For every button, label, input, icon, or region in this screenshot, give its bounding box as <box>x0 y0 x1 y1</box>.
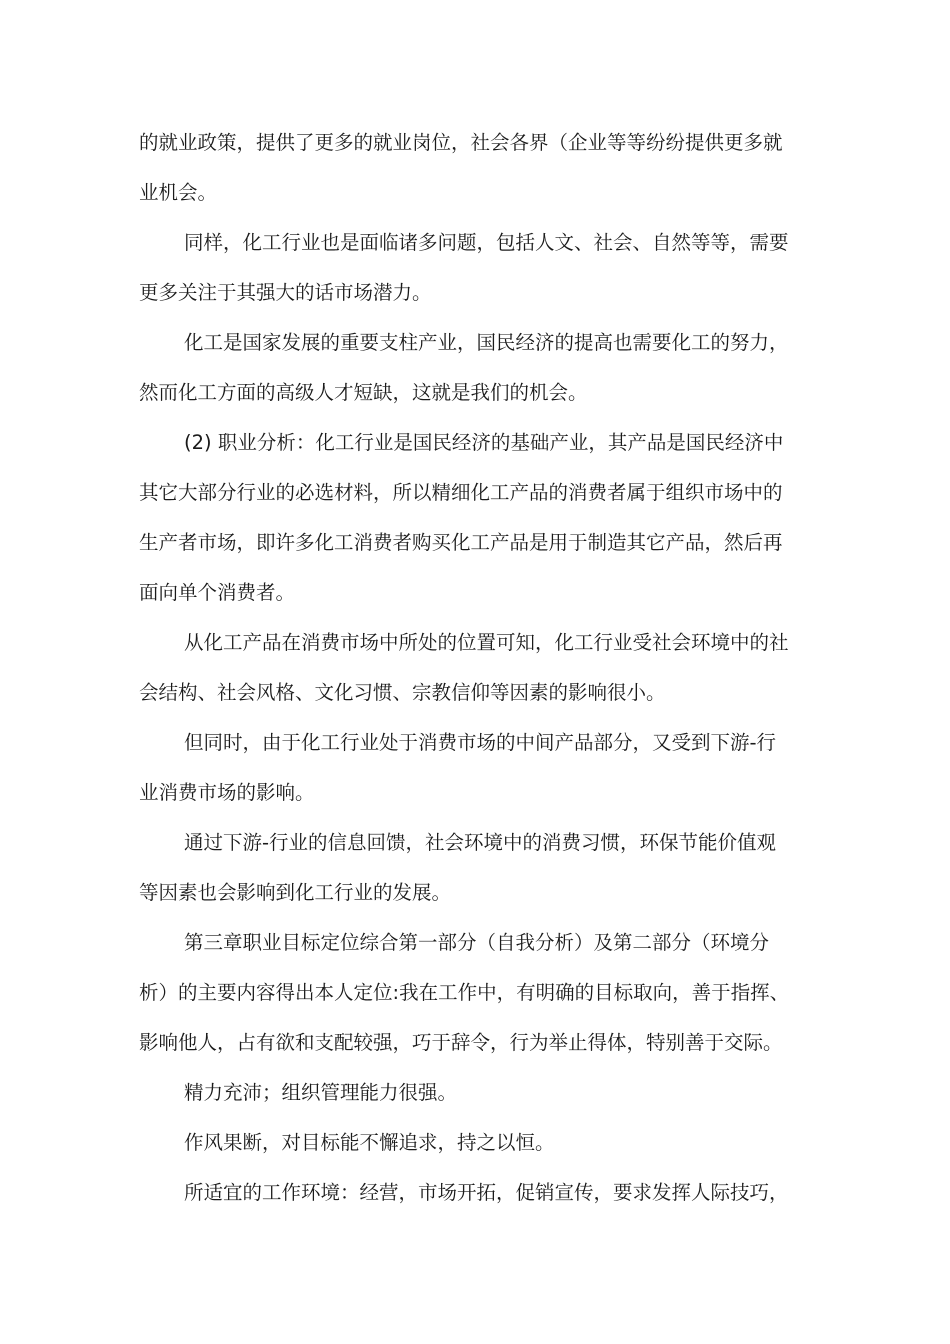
paragraph <box>139 718 819 818</box>
paragraph <box>139 1168 819 1218</box>
text-line: 所适宜的工作环境：经营，市场开拓，促销宣传，要求发挥人际技巧， <box>184 1181 789 1204</box>
paragraph <box>139 1068 819 1118</box>
text-line: 精力充沛；组织管理能力很强。 <box>184 1081 458 1104</box>
text-line: 作风果断，对目标能不懈追求，持之以恒。 <box>184 1131 555 1154</box>
text-line: 化工是国家发展的重要支柱产业，国民经济的提高也需要化工的努力， <box>184 331 789 354</box>
text-line: 会结构、社会风格、文化习惯、宗教信仰等因素的影响很小。 <box>139 681 666 704</box>
text-line: 其它大部分行业的必选材料，所以精细化工产品的消费者属于组织市场中的 <box>139 481 783 504</box>
paragraph <box>139 618 819 718</box>
paragraph <box>139 918 819 1068</box>
paragraph <box>139 318 819 418</box>
text-line: 更多关注于其强大的话市场潜力。 <box>139 281 432 304</box>
text-line: 影响他人，占有欲和支配较强，巧于辞令，行为举止得体，特别善于交际。 <box>139 1031 783 1054</box>
paragraph <box>139 418 819 618</box>
text-line: (2) 职业分析：化工行业是国民经济的基础产业，其产品是国民经济中 <box>184 431 784 454</box>
text-line: 业机会。 <box>139 181 218 204</box>
text-line: 然而化工方面的高级人才短缺，这就是我们的机会。 <box>139 381 588 404</box>
text-line: 析）的主要内容得出本人定位:我在工作中，有明确的目标取向，善于指挥、 <box>139 981 790 1004</box>
document-body <box>139 118 819 1218</box>
text-line: 但同时，由于化工行业处于消费市场的中间产品部分，又受到下游-行 <box>184 731 777 754</box>
text-line: 业消费市场的影响。 <box>139 781 315 804</box>
text-line: 面向单个消费者。 <box>139 581 296 604</box>
text-line: 的就业政策，提供了更多的就业岗位，社会各界（企业等等纷纷提供更多就 <box>139 131 783 154</box>
text-line: 第三章职业目标定位综合第一部分（自我分析）及第二部分（环境分 <box>184 931 770 954</box>
text-line: 生产者市场，即许多化工消费者购买化工产品是用于制造其它产品，然后再 <box>139 531 783 554</box>
paragraph <box>139 118 819 218</box>
paragraph <box>139 218 819 318</box>
text-line: 通过下游-行业的信息回馈，社会环境中的消费习惯，环保节能价值观 <box>184 831 777 854</box>
text-line: 等因素也会影响到化工行业的发展。 <box>139 881 452 904</box>
text-line: 从化工产品在消费市场中所处的位置可知，化工行业受社会环境中的社 <box>184 631 789 654</box>
paragraph <box>139 1118 819 1168</box>
paragraph <box>139 818 819 918</box>
text-line: 同样，化工行业也是面临诸多问题，包括人文、社会、自然等等，需要 <box>184 231 789 254</box>
